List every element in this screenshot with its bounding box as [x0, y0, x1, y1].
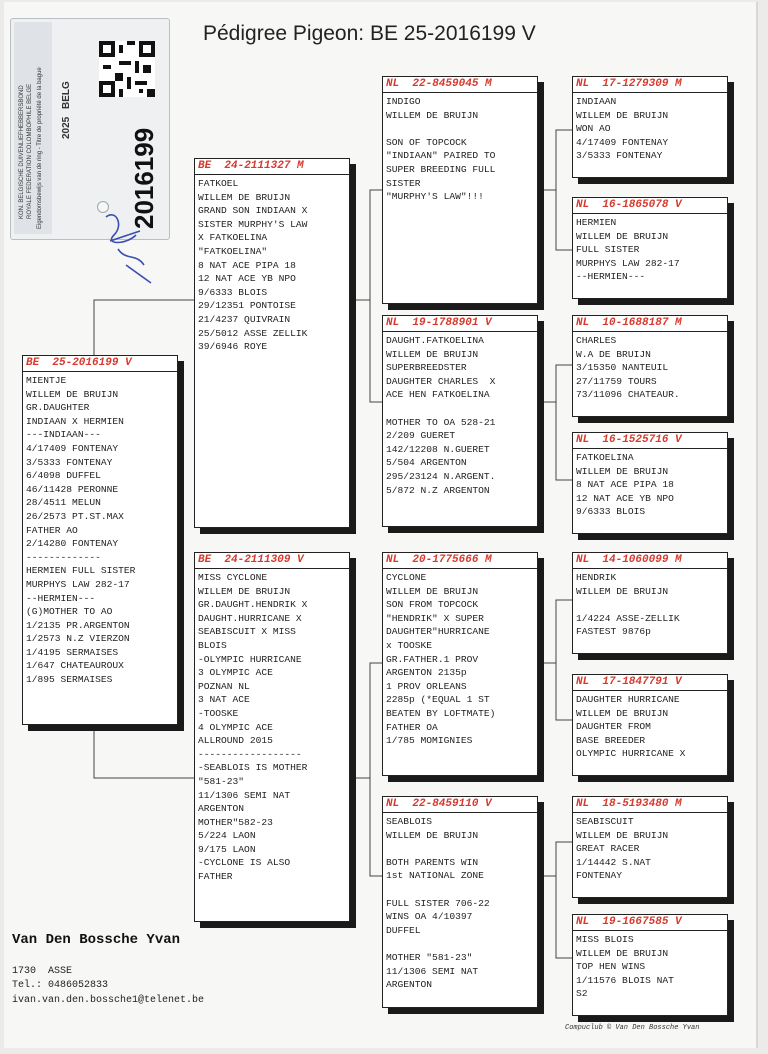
owner-email[interactable]: ivan.van.den.bossche1@telenet.be	[12, 995, 205, 1006]
pedigree-line: INDIAAN X HERMIEN	[26, 415, 124, 427]
pedigree-line: WILLEM DE BRUIJN	[576, 829, 669, 841]
pedigree-line: DAUGHT.HURRICANE X	[198, 612, 302, 624]
pedigree-line: "INDIAAN" PAIRED TO	[386, 150, 496, 162]
pedigree-line: 3/5333 FONTENAY	[26, 456, 113, 468]
ring-number: NL 18-5193480 M	[573, 798, 727, 813]
pedigree-line: ACE HEN FATKOELINA	[386, 389, 490, 401]
pedigree-line: MURPHYS LAW 282-17	[576, 257, 680, 269]
pedigree-line: S2	[576, 988, 588, 1000]
pedigree-line: 1/785 MOMIGNIES	[386, 735, 473, 747]
pedigree-box-gp-sire-dam	[382, 315, 538, 527]
pedigree-line: SUPERBREEDSTER	[386, 362, 467, 374]
pedigree-line: DAUGHT.FATKOELINA	[386, 335, 484, 346]
pedigree-line: -------------	[26, 551, 101, 563]
ring-number: NL 16-1525716 V	[573, 434, 727, 449]
pedigree-line: WILLEM DE BRUIJN	[386, 829, 479, 841]
ring-number: NL 19-1667585 V	[573, 916, 727, 931]
pedigree-box-ggp-7	[572, 796, 728, 898]
pedigree-box-gp-dam-sire	[382, 552, 538, 776]
pedigree-line: 6/4098 DUFFEL	[26, 470, 101, 482]
pedigree-line: 1/4195 SERMAISES	[26, 646, 119, 658]
pedigree-line: GR.DAUGHTER	[26, 402, 90, 414]
pedigree-line: MOTHER "581-23"	[386, 951, 473, 963]
pedigree-line: 9/175 LAON	[198, 843, 256, 855]
ring-tag-issuer-line: KON. BELGISCHE DUIVENLIEFHEBBERSBOND	[19, 85, 25, 219]
pedigree-line: BOTH PARENTS WIN	[386, 856, 479, 868]
pedigree-line: 27/11759 TOURS	[576, 375, 657, 387]
pedigree-line	[386, 883, 534, 897]
pedigree-line: FATKOELINA	[576, 452, 634, 463]
pedigree-line: MURPHYS LAW 282-17	[26, 578, 130, 590]
pedigree-line: MOTHER"582-23	[198, 816, 273, 828]
pedigree-line: ALLROUND 2015	[198, 735, 273, 747]
pedigree-line: W.A DE BRUIJN	[576, 348, 651, 360]
pedigree-line: x TOOSKE	[386, 639, 433, 651]
pedigree-box-gp-dam-dam	[382, 796, 538, 1008]
pedigree-line: FATHER	[198, 871, 233, 883]
pedigree-line: BEATEN BY LOFTMATE)	[386, 707, 496, 719]
pedigree-line: WILLEM DE BRUIJN	[386, 109, 479, 121]
pedigree-box-gp-sire-sire	[382, 76, 538, 304]
pedigree-line: 2285p (*EQUAL 1 ST	[386, 694, 490, 706]
pedigree-line: 1 PROV ORLEANS	[386, 680, 467, 692]
ring-number: NL 22-8459045 M	[383, 78, 537, 93]
pedigree-line: ARGENTON	[198, 803, 245, 815]
pedigree-line: -SEABLOIS IS MOTHER	[198, 762, 308, 774]
pedigree-line: GREAT RACER	[576, 843, 640, 855]
pedigree-box-ggp-8	[572, 914, 728, 1016]
pedigree-line: 46/11428 PERONNE	[26, 483, 119, 495]
pedigree-line: WILLEM DE BRUIJN	[198, 585, 291, 597]
pedigree-line: 39/6946 ROYE	[198, 341, 268, 353]
pedigree-line: HENDRIK	[576, 572, 617, 583]
pedigree-line: 1/2135 PR.ARGENTON	[26, 619, 130, 631]
pedigree-line: WILLEM DE BRUIJN	[576, 707, 669, 719]
pedigree-line: SEABLOIS	[386, 816, 433, 827]
pedigree-line: MISS CYCLONE	[198, 572, 268, 583]
pedigree-line: 1/11576 BLOIS NAT	[576, 974, 674, 986]
pedigree-line: DUFFEL	[386, 924, 421, 936]
pedigree-line: CHARLES	[576, 335, 617, 346]
pedigree-line: 1/4224 ASSE-ZELLIK	[576, 612, 680, 624]
pedigree-line: ARGENTON	[386, 979, 433, 991]
pedigree-line: FASTEST 9876p	[576, 626, 651, 638]
pedigree-line: WINS OA 4/10397	[386, 911, 473, 923]
pedigree-line: GR.DAUGHT.HENDRIK X	[198, 599, 308, 611]
ring-number: NL 22-8459110 V	[383, 798, 537, 813]
footer-credit: Compuclub © Van Den Bossche Yvan	[565, 1024, 700, 1032]
ring-number: NL 10-1688187 M	[573, 317, 727, 332]
pedigree-line: "581-23"	[198, 775, 245, 787]
pedigree-line: 4 OLYMPIC ACE	[198, 721, 273, 733]
pedigree-line: 11/1306 SEMI NAT	[386, 965, 479, 977]
pedigree-line: 12 NAT ACE YB NPO	[576, 492, 674, 504]
pedigree-line	[386, 937, 534, 951]
pedigree-line: INDIGO	[386, 96, 421, 107]
ring-number: NL 19-1788901 V	[383, 317, 537, 332]
pedigree-line	[386, 402, 534, 416]
pedigree-line: WON AO	[576, 123, 611, 135]
pedigree-line: FONTENAY	[576, 870, 623, 882]
pedigree-line: DAUGHTER CHARLES X	[386, 375, 496, 387]
pedigree-line: 3 OLYMPIC ACE	[198, 667, 273, 679]
pedigree-line: SISTER MURPHY'S LAW	[198, 218, 308, 230]
pedigree-line: -OLYMPIC HURRICANE	[198, 653, 302, 665]
pedigree-line: 295/23124 N.ARGENT.	[386, 470, 496, 482]
pedigree-box-ggp-2	[572, 197, 728, 299]
pedigree-line: SISTER	[386, 177, 421, 189]
pedigree-line: BLOIS	[198, 639, 227, 651]
pedigree-line: 26/2573 PT.ST.MAX	[26, 510, 124, 522]
pedigree-line: MISS BLOIS	[576, 934, 634, 945]
pedigree-line: WILLEM DE BRUIJN	[386, 348, 479, 360]
ring-tag-issuer-line: ROYALE FEDERATION COLOMBOPHILE BELGE	[27, 83, 33, 219]
pedigree-line: WILLEM DE BRUIJN	[576, 109, 669, 121]
pedigree-line: WILLEM DE BRUIJN	[198, 191, 291, 203]
ring-number: NL 14-1060099 M	[573, 554, 727, 569]
pedigree-line: 9/6333 BLOIS	[576, 506, 646, 518]
ring-tag-country: BELG	[61, 81, 72, 109]
owner-phone: Tel.: 0486052833	[12, 980, 109, 991]
pedigree-line: 11/1306 SEMI NAT	[198, 789, 291, 801]
pedigree-box-ggp-4	[572, 432, 728, 534]
pedigree-line	[576, 598, 724, 612]
pedigree-line: MIENTJE	[26, 375, 67, 386]
pedigree-line: SEABISCUIT X MISS	[198, 626, 296, 638]
pedigree-line: 1/895 SERMAISES	[26, 674, 113, 686]
pedigree-line: INDIAAN	[576, 96, 617, 107]
pedigree-line: 25/5012 ASSE ZELLIK	[198, 327, 308, 339]
pedigree-line: SON FROM TOPCOCK	[386, 599, 479, 611]
pedigree-line: FULL SISTER 706-22	[386, 897, 490, 909]
pedigree-line: 5/504 ARGENTON	[386, 457, 467, 469]
pedigree-line: 5/872 N.Z ARGENTON	[386, 484, 490, 496]
pedigree-line: "HENDRIK" X SUPER	[386, 612, 484, 624]
ring-number: NL 17-1847791 V	[573, 676, 727, 691]
pedigree-line: WILLEM DE BRUIJN	[26, 388, 119, 400]
pedigree-line: FULL SISTER	[576, 244, 640, 256]
owner-address: 1730 ASSE	[12, 966, 73, 977]
pedigree-line: 4/17409 FONTENAY	[576, 136, 669, 148]
pedigree-line: 2/209 GUERET	[386, 430, 456, 442]
pedigree-line	[386, 122, 534, 136]
pedigree-line: 8 NAT ACE PIPA 18	[576, 479, 674, 491]
pedigree-line: --HERMIEN---	[26, 592, 96, 604]
ring-number: NL 17-1279309 M	[573, 78, 727, 93]
pedigree-line: TOP HEN WINS	[576, 961, 646, 973]
pedigree-line: (G)MOTHER TO AO	[26, 606, 113, 618]
pedigree-line: SON OF TOPCOCK	[386, 136, 467, 148]
pedigree-line: SUPER BREEDING FULL	[386, 163, 496, 175]
pedigree-line: 1/14442 S.NAT	[576, 856, 651, 868]
pedigree-line: WILLEM DE BRUIJN	[386, 585, 479, 597]
pedigree-line: GR.FATHER.1 PROV	[386, 653, 479, 665]
pedigree-line: POZNAN NL	[198, 680, 250, 692]
pedigree-box-ggp-5	[572, 552, 728, 654]
pedigree-line: 73/11096 CHATEAUR.	[576, 389, 680, 401]
ring-tag-ownership: Eigendomsbewijs van de ring - Titre de propriété de la bague	[37, 67, 43, 229]
pedigree-line: ---INDIAAN---	[26, 429, 101, 441]
pedigree-line: -CYCLONE IS ALSO	[198, 857, 291, 869]
pedigree-line: WILLEM DE BRUIJN	[576, 585, 669, 597]
pedigree-line: DAUGHTER"HURRICANE	[386, 626, 490, 638]
pedigree-line: WILLEM DE BRUIJN	[576, 947, 669, 959]
pedigree-line: "FATKOELINA"	[198, 245, 268, 257]
ring-number: BE 25-2016199 V	[23, 357, 177, 372]
pedigree-line: WILLEM DE BRUIJN	[576, 230, 669, 242]
pedigree-line: 4/17409 FONTENAY	[26, 442, 119, 454]
pedigree-line: DAUGHTER FROM	[576, 721, 651, 733]
pedigree-line: 29/12351 PONTOISE	[198, 300, 296, 312]
pedigree-line: HERMIEN	[576, 217, 617, 228]
pedigree-line: GRAND SON INDIAAN X	[198, 205, 308, 217]
pedigree-box-ggp-6	[572, 674, 728, 776]
pedigree-line: 1st NATIONAL ZONE	[386, 870, 484, 882]
pedigree-line: 142/12208 N.GUERET	[386, 443, 490, 455]
pedigree-line: BASE BREEDER	[576, 734, 646, 746]
pedigree-line: 12 NAT ACE YB NPO	[198, 273, 296, 285]
ring-tag-number: 2016199	[129, 127, 159, 229]
pedigree-line: WILLEM DE BRUIJN	[576, 465, 669, 477]
pedigree-line: 9/6333 BLOIS	[198, 286, 268, 298]
pedigree-line: SEABISCUIT	[576, 816, 634, 827]
pedigree-line: CYCLONE	[386, 572, 427, 583]
pedigree-line: 5/224 LAON	[198, 830, 256, 842]
pedigree-line: 1/2573 N.Z VIERZON	[26, 633, 130, 645]
pedigree-line	[386, 842, 534, 856]
pedigree-line: DAUGHTER HURRICANE	[576, 694, 680, 705]
owner-name: Van Den Bossche Yvan	[12, 932, 181, 948]
pedigree-line: ------------------	[198, 748, 302, 760]
ring-number: NL 20-1775666 M	[383, 554, 537, 569]
pedigree-line: --HERMIEN---	[576, 271, 646, 283]
ring-number: BE 24-2111327 M	[195, 160, 349, 175]
pedigree-box-sire	[194, 158, 350, 528]
pedigree-box-main	[22, 355, 178, 725]
ring-tag-year: 2025	[61, 116, 72, 139]
pedigree-line: OLYMPIC HURRICANE X	[576, 748, 686, 760]
pedigree-line: MOTHER TO OA 528-21	[386, 416, 496, 428]
pedigree-box-ggp-1	[572, 76, 728, 178]
ring-number: NL 16-1865078 V	[573, 199, 727, 214]
pedigree-line: ARGENTON 2135p	[386, 667, 467, 679]
pedigree-line: 3/5333 FONTENAY	[576, 150, 663, 162]
pedigree-line: "MURPHY'S LAW"!!!	[386, 191, 484, 203]
pedigree-line: FATKOEL	[198, 178, 239, 189]
pedigree-line: 28/4511 MELUN	[26, 497, 101, 509]
pedigree-line: 3/15350 NANTEUIL	[576, 362, 669, 374]
ring-number: BE 24-2111309 V	[195, 554, 349, 569]
pedigree-line: FATHER OA	[386, 721, 438, 733]
pedigree-line: 1/647 CHATEAUROUX	[26, 660, 124, 672]
page-title: Pédigree Pigeon: BE 25-2016199 V	[203, 22, 536, 45]
pedigree-line: FATHER AO	[26, 524, 78, 536]
pedigree-line: 3 NAT ACE	[198, 694, 250, 706]
pedigree-line: X FATKOELINA	[198, 232, 268, 244]
pedigree-line: 8 NAT ACE PIPA 18	[198, 259, 296, 271]
pedigree-line: 2/14280 FONTENAY	[26, 538, 119, 550]
pedigree-line: -TOOSKE	[198, 707, 239, 719]
pedigree-box-ggp-3	[572, 315, 728, 417]
pedigree-box-dam	[194, 552, 350, 922]
pedigree-line: HERMIEN FULL SISTER	[26, 565, 136, 577]
pedigree-line: 21/4237 QUIVRAIN	[198, 313, 291, 325]
